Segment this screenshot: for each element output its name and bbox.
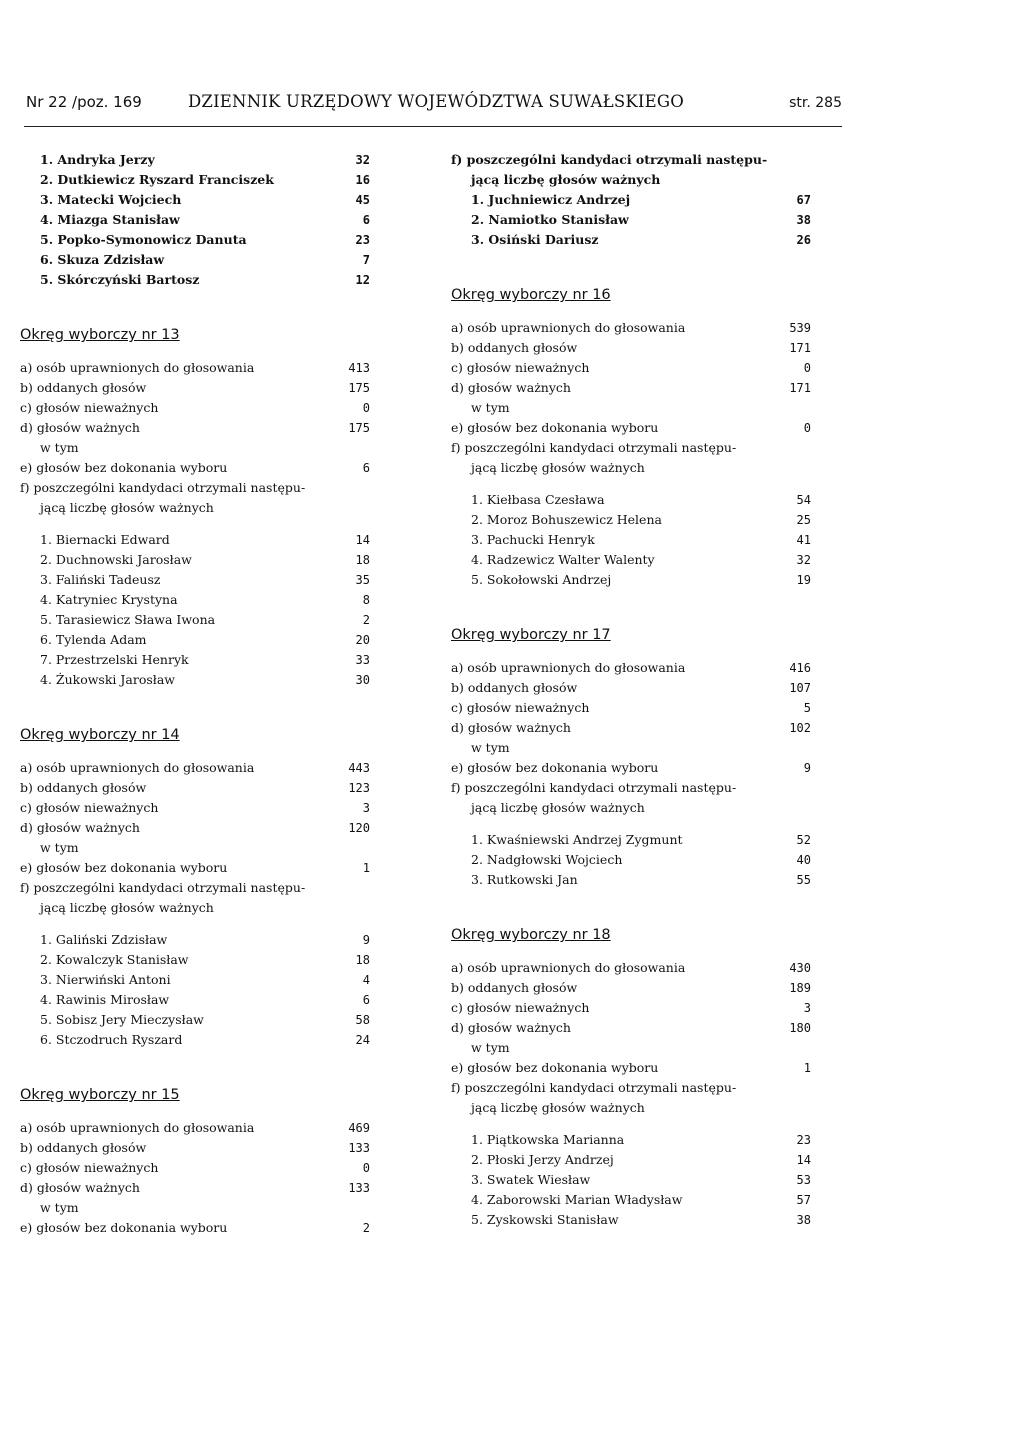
stat-eligible: a) osób uprawnionych do głosowania 430 [451,960,811,975]
candidate-row: 3. Nierwiński Antoni 4 [40,972,370,987]
candidate-row: 2. Moroz Bohuszewicz Helena 25 [471,512,811,527]
candidate-row: 2. Namiotko Stanisław 38 [471,212,811,227]
stat-invalid: c) głosów nieważnych 0 [20,1160,370,1175]
candidates-intro: f) poszczególni kandydaci otrzymali następu- [451,1080,737,1095]
stat-valid: d) głosów ważnych 120 [20,820,370,835]
stat-no-choice: e) głosów bez dokonania wyboru 9 [451,760,811,775]
stat-no-choice: e) głosów bez dokonania wyboru 1 [451,1060,811,1075]
stat-valid: d) głosów ważnych 175 [20,420,370,435]
district-15-continued [451,150,811,250]
stat-cast: b) oddanych głosów 133 [20,1140,370,1155]
candidate-row: 3. Matecki Wojciech 45 [40,192,370,207]
district-heading: Okręg wyborczy nr 14 [20,727,180,743]
district-heading: Okręg wyborczy nr 17 [451,627,611,643]
candidate-row: 3. Faliński Tadeusz 35 [40,572,370,587]
stat-no-choice: e) głosów bez dokonania wyboru 2 [20,1220,370,1235]
candidate-row: 3. Pachucki Henryk 41 [471,532,811,547]
candidate-row: 6. Tylenda Adam 20 [40,632,370,647]
district-15 [20,1084,370,1238]
stat-eligible: a) osób uprawnionych do głosowania 443 [20,760,370,775]
stat-invalid: c) głosów nieważnych 3 [451,1000,811,1015]
candidate-row: 5. Skórczyński Bartosz 12 [40,272,370,287]
stat-valid: d) głosów ważnych 171 [451,380,811,395]
stat-valid: d) głosów ważnych 133 [20,1180,370,1195]
candidate-row: 2. Duchnowski Jarosław 18 [40,552,370,567]
candidates-intro-cont: jącą liczbę głosów ważnych [40,500,214,515]
stat-eligible: a) osób uprawnionych do głosowania 469 [20,1120,370,1135]
district-heading: Okręg wyborczy nr 15 [20,1087,180,1103]
candidate-row: 5. Sobisz Jery Mieczysław 58 [40,1012,370,1027]
district-heading: Okręg wyborczy nr 13 [20,327,180,343]
stat-eligible: a) osób uprawnionych do głosowania 413 [20,360,370,375]
candidates-intro: f) poszczególni kandydaci otrzymali następu- [20,480,306,495]
candidate-row: 1. Biernacki Edward 14 [40,532,370,547]
candidate-row: 1. Kiełbasa Czesława 54 [471,492,811,507]
candidate-row: 6. Stczodruch Ryszard 24 [40,1032,370,1047]
candidates-intro: f) poszczególni kandydaci otrzymali następu- [451,440,737,455]
stat-invalid: c) głosów nieważnych 0 [20,400,370,415]
candidate-row: 1. Galiński Zdzisław 9 [40,932,370,947]
candidates-intro-cont: jącą liczbę głosów ważnych [471,172,661,187]
candidates-intro-cont: jącą liczbę głosów ważnych [40,900,214,915]
stat-no-choice: e) głosów bez dokonania wyboru 6 [20,460,370,475]
stat-invalid: c) głosów nieważnych 0 [451,360,811,375]
candidate-row: 2. Dutkiewicz Ryszard Franciszek 16 [40,172,370,187]
candidate-row: 3. Osiński Dariusz 26 [471,232,811,247]
candidate-row: 2. Kowalczyk Stanisław 18 [40,952,370,967]
stat-cast: b) oddanych głosów 123 [20,780,370,795]
candidate-row: 2. Płoski Jerzy Andrzej 14 [471,1152,811,1167]
w-tym-label: w tym [40,440,79,455]
stat-eligible: a) osób uprawnionych do głosowania 539 [451,320,811,335]
candidate-row: 4. Radzewicz Walter Walenty 32 [471,552,811,567]
candidates-intro-cont: jącą liczbę głosów ważnych [471,1100,645,1115]
candidate-row: 5. Tarasiewicz Sława Iwona 2 [40,612,370,627]
candidate-row: 5. Sokołowski Andrzej 19 [471,572,811,587]
district-14 [20,724,370,1050]
candidate-row: 1. Andryka Jerzy 32 [40,152,370,167]
issue-reference: Nr 22 /poz. 169 [26,93,142,111]
candidate-row: 3. Rutkowski Jan 55 [471,872,811,887]
page-number: str. 285 [789,95,842,111]
candidate-row: 1. Kwaśniewski Andrzej Zygmunt 52 [471,832,811,847]
candidate-row: 5. Popko-Symonowicz Danuta 23 [40,232,370,247]
journal-title: DZIENNIK URZĘDOWY WOJEWÓDZTWA SUWAŁSKIEGO [188,92,684,111]
w-tym-label: w tym [471,400,510,415]
candidate-row: 1. Piątkowska Marianna 23 [471,1132,811,1147]
district-heading: Okręg wyborczy nr 16 [451,287,611,303]
candidate-row: 5. Zyskowski Stanisław 38 [471,1212,811,1227]
stat-valid: d) głosów ważnych 102 [451,720,811,735]
candidates-intro: f) poszczególni kandydaci otrzymali następu- [20,880,306,895]
left-column [20,150,370,1238]
stat-cast: b) oddanych głosów 171 [451,340,811,355]
candidates-intro-cont: jącą liczbę głosów ważnych [471,460,645,475]
page-header [26,92,842,116]
stat-cast: b) oddanych głosów 189 [451,980,811,995]
candidate-row: 7. Przestrzelski Henryk 33 [40,652,370,667]
candidate-row: 2. Nadgłowski Wojciech 40 [471,852,811,867]
district-17 [451,624,811,890]
stat-eligible: a) osób uprawnionych do głosowania 416 [451,660,811,675]
district-13 [20,324,370,690]
candidate-row: 4. Żukowski Jarosław 30 [40,672,370,687]
stat-invalid: c) głosów nieważnych 3 [20,800,370,815]
candidates-intro-cont: jącą liczbę głosów ważnych [471,800,645,815]
candidates-intro: f) poszczególni kandydaci otrzymali następu- [451,152,768,167]
candidate-row: 4. Zaborowski Marian Władysław 57 [471,1192,811,1207]
stat-cast: b) oddanych głosów 175 [20,380,370,395]
right-column [451,150,811,1230]
candidate-row: 4. Rawinis Mirosław 6 [40,992,370,1007]
stat-valid: d) głosów ważnych 180 [451,1020,811,1035]
w-tym-label: w tym [40,840,79,855]
header-rule [24,126,842,127]
stat-cast: b) oddanych głosów 107 [451,680,811,695]
district-18 [451,924,811,1230]
w-tym-label: w tym [471,740,510,755]
candidate-row: 6. Skuza Zdzisław 7 [40,252,370,267]
candidate-row: 4. Katryniec Krystyna 8 [40,592,370,607]
district-16 [451,284,811,590]
candidates-intro: f) poszczególni kandydaci otrzymali następu- [451,780,737,795]
stat-invalid: c) głosów nieważnych 5 [451,700,811,715]
candidate-row: 4. Miazga Stanisław 6 [40,212,370,227]
candidate-row: 3. Swatek Wiesław 53 [471,1172,811,1187]
district-heading: Okręg wyborczy nr 18 [451,927,611,943]
stat-no-choice: e) głosów bez dokonania wyboru 0 [451,420,811,435]
candidate-row: 1. Juchniewicz Andrzej 67 [471,192,811,207]
w-tym-label: w tym [40,1200,79,1215]
w-tym-label: w tym [471,1040,510,1055]
stat-no-choice: e) głosów bez dokonania wyboru 1 [20,860,370,875]
prev-candidates-list [20,150,370,290]
